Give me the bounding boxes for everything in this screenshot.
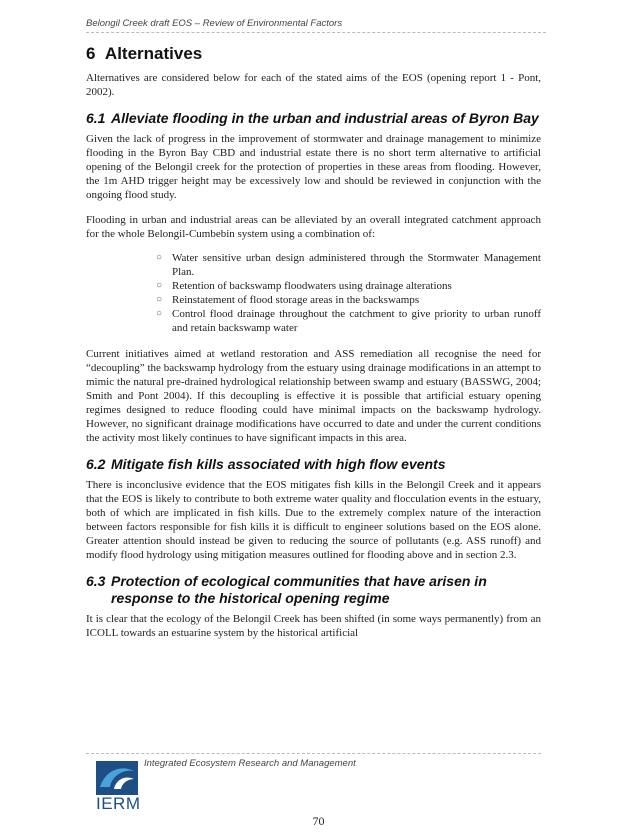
footer-divider bbox=[86, 753, 541, 754]
section-heading-6-1 bbox=[86, 110, 541, 127]
ierm-wave-logo-icon bbox=[96, 761, 138, 795]
bullet-circle-icon: ○ bbox=[156, 252, 163, 263]
section-title: Alleviate flooding in the urban and industrial areas of Byron Bay bbox=[111, 110, 539, 126]
page-number: 70 bbox=[312, 814, 325, 828]
paragraph: Given the lack of progress in the improvement of stormwater and drainage management to minimize flooding in the Byron Bay CBD and industrial estate there is no short term alternative to artificial opening of the Belongil creek for the protection of properties in these areas from flooding. However, the 1m AHD trigger height may be excessively low and should be reviewed in conjunction with the ongoing flood study. bbox=[86, 133, 541, 201]
section-number: 6.3 bbox=[86, 573, 106, 589]
ierm-logo bbox=[96, 761, 140, 813]
section-number: 6.1 bbox=[86, 110, 106, 126]
logo-text: IERM bbox=[96, 794, 141, 813]
section-number: 6.2 bbox=[86, 456, 106, 472]
section-title: Mitigate fish kills associated with high flow events bbox=[111, 456, 446, 472]
bullet-list bbox=[86, 251, 541, 335]
list-item: ○ Water sensitive urban design administered through the Stormwater Management Plan. bbox=[156, 252, 541, 278]
chapter-number: 6 bbox=[86, 44, 96, 63]
paragraph: There is inconclusive evidence that the EOS mitigates fish kills in the Belongil Creek and it appears that the EOS is likely to contribute to both extreme water quality and flocculation events in the estuary, both of which are implicated in fish kills. Due to the extremely complex nature of the interaction between factors responsible for fish kills it is difficult to engineer solutions based on the EOS alone. Greater attention should instead be given to reducing the source of pollutants (e.g. ASS runoff) and modify flood hydrology using mitigation measures outlined for flooding above and in section 2.3. bbox=[86, 479, 541, 561]
footer-organisation: Integrated Ecosystem Research and Management bbox=[144, 758, 356, 769]
running-header: Belongil Creek draft EOS – Review of Environmental Factors bbox=[86, 18, 546, 33]
chapter-heading bbox=[86, 44, 541, 64]
paragraph: Flooding in urban and industrial areas can be alleviated by an overall integrated catchment approach for the whole Belongil-Cumbebin system using a combination of: bbox=[86, 214, 541, 240]
paragraph: It is clear that the ecology of the Belongil Creek has been shifted (in some ways permanently) from an ICOLL towards an estuarine system by the historical artificial bbox=[86, 613, 541, 639]
section-title: Protection of ecological communities that have arisen in response to the historical opening regime bbox=[111, 573, 487, 606]
section-heading-6-3 bbox=[86, 573, 541, 607]
paragraph: Current initiatives aimed at wetland restoration and ASS remediation all recognise the need for “decoupling” the backswamp hydrology from the estuary using drainage modifications in an attempt to mimic the natural pre-drained hydrological relationship between swamp and estuary (BASSWG, 2004; Smith and Pont 2004). If this decoupling is effective it is possible that artificial estuary opening regimes designed to reduce flooding could have minimal impacts on the backswamp hydrology. However, no significant drainage modifications have occurred to date and under the current conditions the activity most likely continues to have significant impacts in this area. bbox=[86, 348, 541, 444]
bullet-circle-icon: ○ bbox=[156, 280, 163, 291]
bullet-circle-icon: ○ bbox=[156, 294, 163, 305]
page-content bbox=[86, 44, 541, 651]
chapter-title: Alternatives bbox=[104, 44, 203, 63]
section-heading-6-2 bbox=[86, 456, 541, 473]
list-item: ○ Control flood drainage throughout the catchment to give priority to urban runoff and retain backswamp water bbox=[156, 308, 541, 334]
page-footer bbox=[86, 753, 546, 813]
bullet-circle-icon: ○ bbox=[156, 308, 163, 319]
list-item: ○ Retention of backswamp floodwaters using drainage alterations bbox=[156, 280, 452, 292]
list-item: ○ Reinstatement of flood storage areas in the backswamps bbox=[156, 294, 420, 306]
chapter-intro: Alternatives are considered below for each of the stated aims of the EOS (opening report 1 - Pont, 2002). bbox=[86, 72, 541, 98]
